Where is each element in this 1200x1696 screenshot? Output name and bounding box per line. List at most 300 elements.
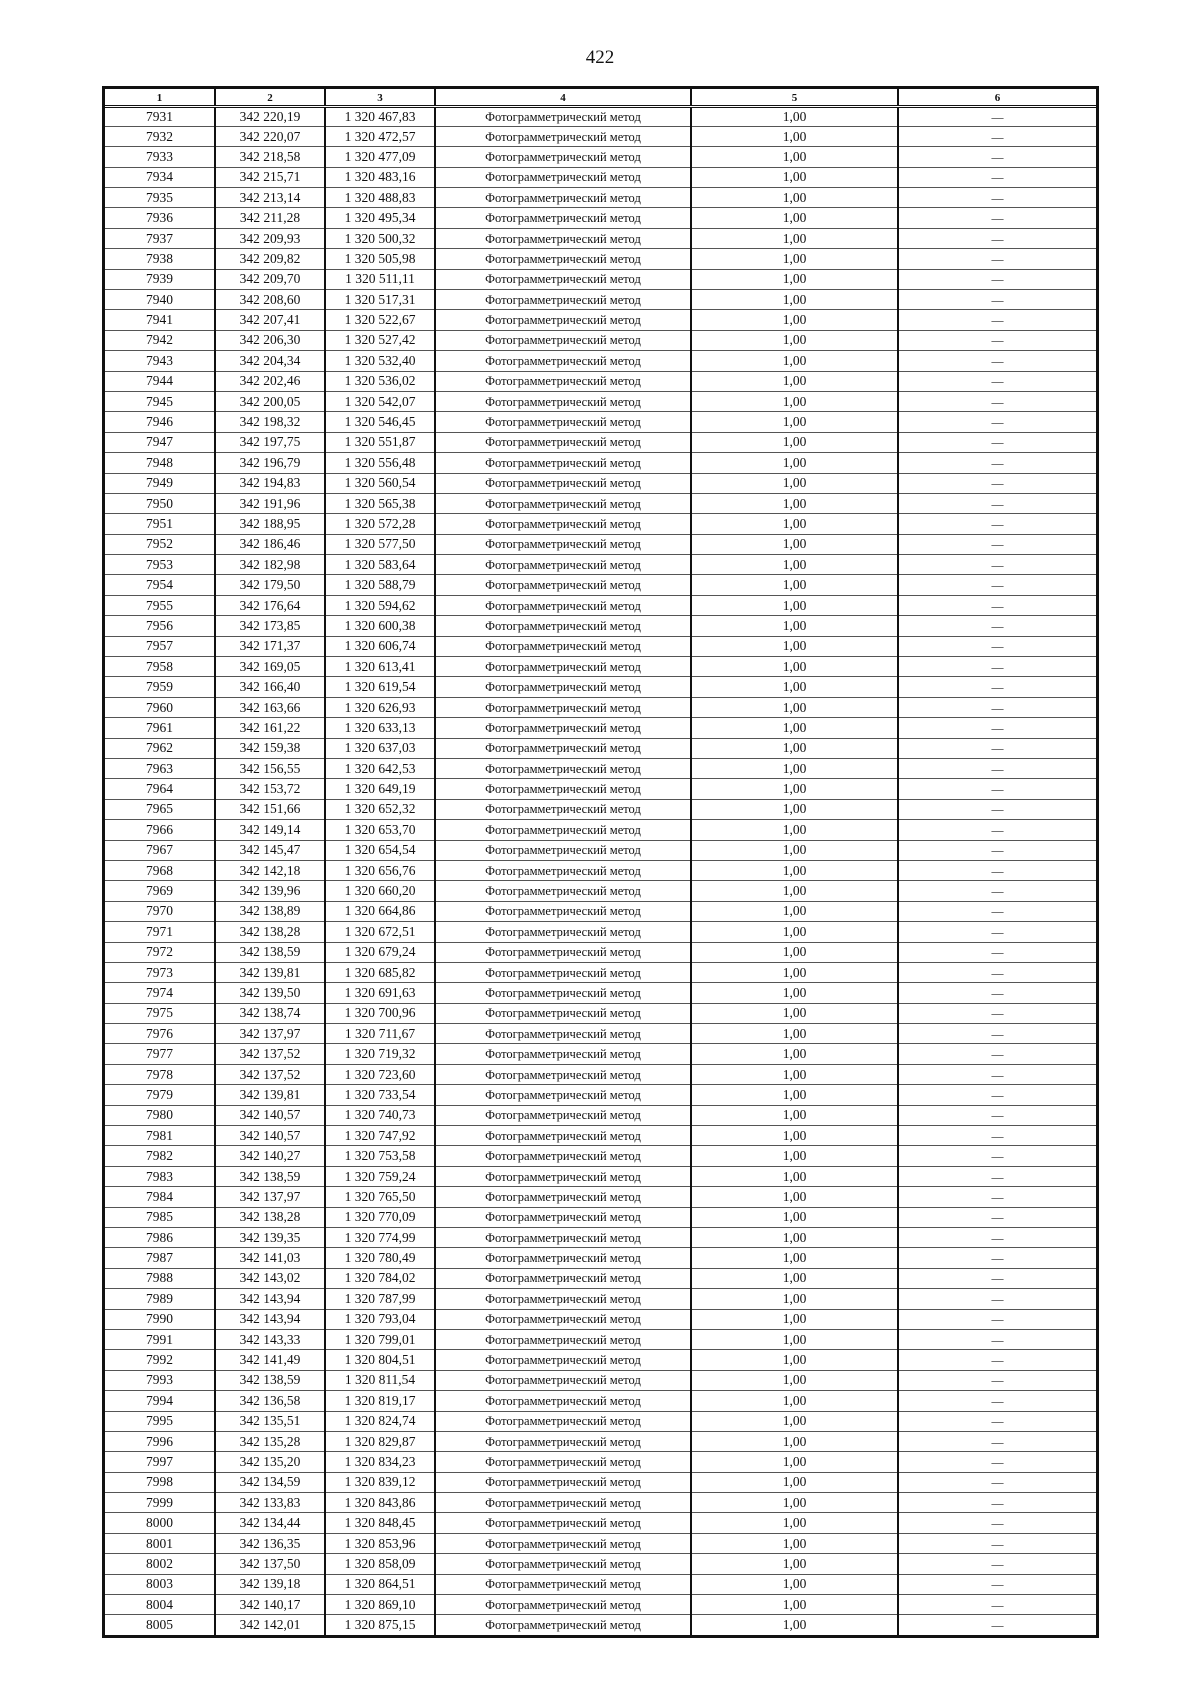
point-number-cell: 7993: [105, 1370, 215, 1390]
point-number-cell: 7995: [105, 1411, 215, 1431]
x-coordinate-cell: 342 134,44: [215, 1513, 325, 1533]
note-cell: —: [898, 1105, 1096, 1125]
y-coordinate-cell: 1 320 467,83: [325, 106, 435, 126]
method-cell: Фотограмметрический метод: [435, 901, 691, 921]
note-cell: —: [898, 1370, 1096, 1390]
table-row: [105, 1554, 1096, 1574]
accuracy-cell: 1,00: [691, 1064, 898, 1084]
column-header-6: 6: [898, 89, 1096, 106]
x-coordinate-cell: 342 139,50: [215, 983, 325, 1003]
method-cell: Фотограмметрический метод: [435, 636, 691, 656]
accuracy-cell: 1,00: [691, 616, 898, 636]
accuracy-cell: 1,00: [691, 799, 898, 819]
table-row: [105, 453, 1096, 473]
point-number-cell: 7958: [105, 657, 215, 677]
accuracy-cell: 1,00: [691, 228, 898, 248]
note-cell: —: [898, 657, 1096, 677]
note-cell: —: [898, 759, 1096, 779]
note-cell: —: [898, 1268, 1096, 1288]
accuracy-cell: 1,00: [691, 330, 898, 350]
point-number-cell: 7969: [105, 881, 215, 901]
y-coordinate-cell: 1 320 848,45: [325, 1513, 435, 1533]
point-number-cell: 7942: [105, 330, 215, 350]
note-cell: —: [898, 697, 1096, 717]
accuracy-cell: 1,00: [691, 779, 898, 799]
point-number-cell: 7938: [105, 249, 215, 269]
table-row: [105, 412, 1096, 432]
method-cell: Фотограмметрический метод: [435, 1146, 691, 1166]
note-cell: —: [898, 330, 1096, 350]
table-row: [105, 1309, 1096, 1329]
accuracy-cell: 1,00: [691, 432, 898, 452]
point-number-cell: 7966: [105, 820, 215, 840]
point-number-cell: 7955: [105, 595, 215, 615]
y-coordinate-cell: 1 320 565,38: [325, 493, 435, 513]
table-row: [105, 595, 1096, 615]
table-row: [105, 249, 1096, 269]
note-cell: —: [898, 412, 1096, 432]
table-row: [105, 1207, 1096, 1227]
note-cell: —: [898, 310, 1096, 330]
note-cell: —: [898, 1085, 1096, 1105]
accuracy-cell: 1,00: [691, 1044, 898, 1064]
point-number-cell: 7949: [105, 473, 215, 493]
x-coordinate-cell: 342 218,58: [215, 147, 325, 167]
table-row: [105, 1431, 1096, 1451]
point-number-cell: 7950: [105, 493, 215, 513]
note-cell: —: [898, 922, 1096, 942]
x-coordinate-cell: 342 141,03: [215, 1248, 325, 1268]
y-coordinate-cell: 1 320 660,20: [325, 881, 435, 901]
y-coordinate-cell: 1 320 653,70: [325, 820, 435, 840]
method-cell: Фотограмметрический метод: [435, 1187, 691, 1207]
x-coordinate-cell: 342 136,35: [215, 1533, 325, 1553]
y-coordinate-cell: 1 320 793,04: [325, 1309, 435, 1329]
method-cell: Фотограмметрический метод: [435, 1472, 691, 1492]
point-number-cell: 7939: [105, 269, 215, 289]
method-cell: Фотограмметрический метод: [435, 1574, 691, 1594]
note-cell: —: [898, 901, 1096, 921]
x-coordinate-cell: 342 142,01: [215, 1615, 325, 1635]
y-coordinate-cell: 1 320 839,12: [325, 1472, 435, 1492]
table-row: [105, 1595, 1096, 1615]
table-row: [105, 1126, 1096, 1146]
point-number-cell: 8004: [105, 1595, 215, 1615]
x-coordinate-cell: 342 137,52: [215, 1044, 325, 1064]
point-number-cell: 7961: [105, 718, 215, 738]
table-row: [105, 575, 1096, 595]
method-cell: Фотограмметрический метод: [435, 697, 691, 717]
accuracy-cell: 1,00: [691, 1268, 898, 1288]
accuracy-cell: 1,00: [691, 1574, 898, 1594]
table-row: [105, 1574, 1096, 1594]
method-cell: Фотограмметрический метод: [435, 208, 691, 228]
coordinates-table: [105, 89, 1096, 1635]
point-number-cell: 7999: [105, 1493, 215, 1513]
point-number-cell: 7962: [105, 738, 215, 758]
accuracy-cell: 1,00: [691, 738, 898, 758]
accuracy-cell: 1,00: [691, 391, 898, 411]
accuracy-cell: 1,00: [691, 636, 898, 656]
accuracy-cell: 1,00: [691, 1248, 898, 1268]
page-number: 422: [585, 47, 615, 68]
note-cell: —: [898, 1024, 1096, 1044]
point-number-cell: 7957: [105, 636, 215, 656]
x-coordinate-cell: 342 140,57: [215, 1126, 325, 1146]
x-coordinate-cell: 342 140,27: [215, 1146, 325, 1166]
table-row: [105, 759, 1096, 779]
y-coordinate-cell: 1 320 774,99: [325, 1227, 435, 1247]
point-number-cell: 7977: [105, 1044, 215, 1064]
y-coordinate-cell: 1 320 505,98: [325, 249, 435, 269]
note-cell: —: [898, 738, 1096, 758]
y-coordinate-cell: 1 320 784,02: [325, 1268, 435, 1288]
point-number-cell: 7965: [105, 799, 215, 819]
accuracy-cell: 1,00: [691, 1166, 898, 1186]
method-cell: Фотограмметрический метод: [435, 1309, 691, 1329]
x-coordinate-cell: 342 143,02: [215, 1268, 325, 1288]
y-coordinate-cell: 1 320 606,74: [325, 636, 435, 656]
method-cell: Фотограмметрический метод: [435, 126, 691, 146]
note-cell: —: [898, 167, 1096, 187]
table-row: [105, 1003, 1096, 1023]
note-cell: —: [898, 1187, 1096, 1207]
note-cell: —: [898, 962, 1096, 982]
y-coordinate-cell: 1 320 875,15: [325, 1615, 435, 1635]
table-row: [105, 1024, 1096, 1044]
method-cell: Фотограмметрический метод: [435, 412, 691, 432]
table-row: [105, 677, 1096, 697]
y-coordinate-cell: 1 320 685,82: [325, 962, 435, 982]
table-row: [105, 738, 1096, 758]
x-coordinate-cell: 342 188,95: [215, 514, 325, 534]
accuracy-cell: 1,00: [691, 1513, 898, 1533]
method-cell: Фотограмметрический метод: [435, 167, 691, 187]
method-cell: Фотограмметрический метод: [435, 1207, 691, 1227]
point-number-cell: 7975: [105, 1003, 215, 1023]
table-row: [105, 1329, 1096, 1349]
table-row: [105, 881, 1096, 901]
point-number-cell: 7974: [105, 983, 215, 1003]
y-coordinate-cell: 1 320 511,11: [325, 269, 435, 289]
y-coordinate-cell: 1 320 719,32: [325, 1044, 435, 1064]
note-cell: —: [898, 860, 1096, 880]
point-number-cell: 7972: [105, 942, 215, 962]
note-cell: —: [898, 371, 1096, 391]
y-coordinate-cell: 1 320 858,09: [325, 1554, 435, 1574]
accuracy-cell: 1,00: [691, 657, 898, 677]
method-cell: Фотограмметрический метод: [435, 391, 691, 411]
y-coordinate-cell: 1 320 864,51: [325, 1574, 435, 1594]
y-coordinate-cell: 1 320 532,40: [325, 351, 435, 371]
point-number-cell: 7979: [105, 1085, 215, 1105]
y-coordinate-cell: 1 320 600,38: [325, 616, 435, 636]
x-coordinate-cell: 342 194,83: [215, 473, 325, 493]
y-coordinate-cell: 1 320 560,54: [325, 473, 435, 493]
header-row: [105, 89, 1096, 106]
point-number-cell: 7944: [105, 371, 215, 391]
y-coordinate-cell: 1 320 472,57: [325, 126, 435, 146]
method-cell: Фотограмметрический метод: [435, 514, 691, 534]
point-number-cell: 7956: [105, 616, 215, 636]
note-cell: —: [898, 126, 1096, 146]
method-cell: Фотограмметрический метод: [435, 595, 691, 615]
y-coordinate-cell: 1 320 495,34: [325, 208, 435, 228]
accuracy-cell: 1,00: [691, 697, 898, 717]
column-header-5: 5: [691, 89, 898, 106]
y-coordinate-cell: 1 320 853,96: [325, 1533, 435, 1553]
point-number-cell: 7932: [105, 126, 215, 146]
table-row: [105, 779, 1096, 799]
x-coordinate-cell: 342 145,47: [215, 840, 325, 860]
y-coordinate-cell: 1 320 500,32: [325, 228, 435, 248]
x-coordinate-cell: 342 137,52: [215, 1064, 325, 1084]
table-row: [105, 1105, 1096, 1125]
x-coordinate-cell: 342 186,46: [215, 534, 325, 554]
x-coordinate-cell: 342 220,19: [215, 106, 325, 126]
point-number-cell: 7951: [105, 514, 215, 534]
y-coordinate-cell: 1 320 829,87: [325, 1431, 435, 1451]
y-coordinate-cell: 1 320 527,42: [325, 330, 435, 350]
y-coordinate-cell: 1 320 594,62: [325, 595, 435, 615]
table-row: [105, 1513, 1096, 1533]
method-cell: Фотограмметрический метод: [435, 106, 691, 126]
accuracy-cell: 1,00: [691, 1370, 898, 1390]
accuracy-cell: 1,00: [691, 718, 898, 738]
note-cell: —: [898, 1227, 1096, 1247]
x-coordinate-cell: 342 139,18: [215, 1574, 325, 1594]
x-coordinate-cell: 342 138,89: [215, 901, 325, 921]
method-cell: Фотограмметрический метод: [435, 473, 691, 493]
table-row: [105, 1289, 1096, 1309]
method-cell: Фотограмметрический метод: [435, 983, 691, 1003]
x-coordinate-cell: 342 202,46: [215, 371, 325, 391]
note-cell: —: [898, 1126, 1096, 1146]
point-number-cell: 7982: [105, 1146, 215, 1166]
point-number-cell: 7980: [105, 1105, 215, 1125]
point-number-cell: 7989: [105, 1289, 215, 1309]
note-cell: —: [898, 779, 1096, 799]
note-cell: —: [898, 575, 1096, 595]
method-cell: Фотограмметрический метод: [435, 1615, 691, 1635]
y-coordinate-cell: 1 320 819,17: [325, 1391, 435, 1411]
column-header-2: 2: [215, 89, 325, 106]
x-coordinate-cell: 342 209,93: [215, 228, 325, 248]
note-cell: —: [898, 1329, 1096, 1349]
x-coordinate-cell: 342 138,28: [215, 922, 325, 942]
x-coordinate-cell: 342 139,96: [215, 881, 325, 901]
y-coordinate-cell: 1 320 804,51: [325, 1350, 435, 1370]
table-row: [105, 1146, 1096, 1166]
accuracy-cell: 1,00: [691, 351, 898, 371]
table-row: [105, 922, 1096, 942]
x-coordinate-cell: 342 135,51: [215, 1411, 325, 1431]
note-cell: —: [898, 514, 1096, 534]
x-coordinate-cell: 342 135,28: [215, 1431, 325, 1451]
method-cell: Фотограмметрический метод: [435, 922, 691, 942]
method-cell: Фотограмметрический метод: [435, 555, 691, 575]
point-number-cell: 7970: [105, 901, 215, 921]
note-cell: —: [898, 1472, 1096, 1492]
method-cell: Фотограмметрический метод: [435, 310, 691, 330]
coordinates-table-container: [102, 86, 1099, 1638]
x-coordinate-cell: 342 179,50: [215, 575, 325, 595]
method-cell: Фотограмметрический метод: [435, 738, 691, 758]
point-number-cell: 7984: [105, 1187, 215, 1207]
y-coordinate-cell: 1 320 642,53: [325, 759, 435, 779]
method-cell: Фотограмметрический метод: [435, 493, 691, 513]
note-cell: —: [898, 1615, 1096, 1635]
method-cell: Фотограмметрический метод: [435, 1003, 691, 1023]
x-coordinate-cell: 342 139,35: [215, 1227, 325, 1247]
y-coordinate-cell: 1 320 542,07: [325, 391, 435, 411]
y-coordinate-cell: 1 320 770,09: [325, 1207, 435, 1227]
note-cell: —: [898, 1248, 1096, 1268]
x-coordinate-cell: 342 169,05: [215, 657, 325, 677]
y-coordinate-cell: 1 320 613,41: [325, 657, 435, 677]
table-row: [105, 820, 1096, 840]
x-coordinate-cell: 342 138,59: [215, 942, 325, 962]
method-cell: Фотограмметрический метод: [435, 290, 691, 310]
method-cell: Фотограмметрический метод: [435, 249, 691, 269]
table-row: [105, 167, 1096, 187]
x-coordinate-cell: 342 215,71: [215, 167, 325, 187]
point-number-cell: 7973: [105, 962, 215, 982]
note-cell: —: [898, 493, 1096, 513]
method-cell: Фотограмметрический метод: [435, 1126, 691, 1146]
point-number-cell: 8002: [105, 1554, 215, 1574]
method-cell: Фотограмметрический метод: [435, 371, 691, 391]
table-row: [105, 942, 1096, 962]
note-cell: —: [898, 1350, 1096, 1370]
method-cell: Фотограмметрический метод: [435, 1370, 691, 1390]
note-cell: —: [898, 228, 1096, 248]
point-number-cell: 7988: [105, 1268, 215, 1288]
method-cell: Фотограмметрический метод: [435, 1268, 691, 1288]
column-header-3: 3: [325, 89, 435, 106]
x-coordinate-cell: 342 140,17: [215, 1595, 325, 1615]
note-cell: —: [898, 1533, 1096, 1553]
y-coordinate-cell: 1 320 747,92: [325, 1126, 435, 1146]
point-number-cell: 7960: [105, 697, 215, 717]
x-coordinate-cell: 342 204,34: [215, 351, 325, 371]
accuracy-cell: 1,00: [691, 412, 898, 432]
point-number-cell: 7934: [105, 167, 215, 187]
point-number-cell: 7967: [105, 840, 215, 860]
method-cell: Фотограмметрический метод: [435, 432, 691, 452]
method-cell: Фотограмметрический метод: [435, 575, 691, 595]
x-coordinate-cell: 342 143,33: [215, 1329, 325, 1349]
table-row: [105, 1248, 1096, 1268]
x-coordinate-cell: 342 140,57: [215, 1105, 325, 1125]
method-cell: Фотограмметрический метод: [435, 1248, 691, 1268]
accuracy-cell: 1,00: [691, 1493, 898, 1513]
accuracy-cell: 1,00: [691, 1289, 898, 1309]
method-cell: Фотограмметрический метод: [435, 1044, 691, 1064]
accuracy-cell: 1,00: [691, 1533, 898, 1553]
note-cell: —: [898, 1411, 1096, 1431]
table-row: [105, 1064, 1096, 1084]
table-row: [105, 147, 1096, 167]
x-coordinate-cell: 342 137,97: [215, 1187, 325, 1207]
point-number-cell: 8005: [105, 1615, 215, 1635]
accuracy-cell: 1,00: [691, 1227, 898, 1247]
accuracy-cell: 1,00: [691, 962, 898, 982]
note-cell: —: [898, 1391, 1096, 1411]
note-cell: —: [898, 1595, 1096, 1615]
method-cell: Фотограмметрический метод: [435, 1391, 691, 1411]
x-coordinate-cell: 342 153,72: [215, 779, 325, 799]
method-cell: Фотограмметрический метод: [435, 330, 691, 350]
y-coordinate-cell: 1 320 759,24: [325, 1166, 435, 1186]
point-number-cell: 7959: [105, 677, 215, 697]
table-row: [105, 962, 1096, 982]
x-coordinate-cell: 342 137,50: [215, 1554, 325, 1574]
method-cell: Фотограмметрический метод: [435, 962, 691, 982]
y-coordinate-cell: 1 320 753,58: [325, 1146, 435, 1166]
table-row: [105, 1370, 1096, 1390]
accuracy-cell: 1,00: [691, 1431, 898, 1451]
accuracy-cell: 1,00: [691, 840, 898, 860]
point-number-cell: 8003: [105, 1574, 215, 1594]
table-row: [105, 432, 1096, 452]
point-number-cell: 7948: [105, 453, 215, 473]
accuracy-cell: 1,00: [691, 555, 898, 575]
x-coordinate-cell: 342 220,07: [215, 126, 325, 146]
point-number-cell: 7933: [105, 147, 215, 167]
table-row: [105, 901, 1096, 921]
point-number-cell: 7978: [105, 1064, 215, 1084]
accuracy-cell: 1,00: [691, 473, 898, 493]
accuracy-cell: 1,00: [691, 1350, 898, 1370]
note-cell: —: [898, 1431, 1096, 1451]
x-coordinate-cell: 342 142,18: [215, 860, 325, 880]
x-coordinate-cell: 342 138,74: [215, 1003, 325, 1023]
method-cell: Фотограмметрический метод: [435, 881, 691, 901]
x-coordinate-cell: 342 138,59: [215, 1370, 325, 1390]
table-row: [105, 555, 1096, 575]
x-coordinate-cell: 342 138,28: [215, 1207, 325, 1227]
x-coordinate-cell: 342 159,38: [215, 738, 325, 758]
x-coordinate-cell: 342 166,40: [215, 677, 325, 697]
accuracy-cell: 1,00: [691, 1472, 898, 1492]
accuracy-cell: 1,00: [691, 1105, 898, 1125]
x-coordinate-cell: 342 141,49: [215, 1350, 325, 1370]
note-cell: —: [898, 1574, 1096, 1594]
table-row: [105, 1452, 1096, 1472]
note-cell: —: [898, 473, 1096, 493]
point-number-cell: 7945: [105, 391, 215, 411]
note-cell: —: [898, 432, 1096, 452]
point-number-cell: 7941: [105, 310, 215, 330]
note-cell: —: [898, 391, 1096, 411]
y-coordinate-cell: 1 320 691,63: [325, 983, 435, 1003]
point-number-cell: 7994: [105, 1391, 215, 1411]
method-cell: Фотограмметрический метод: [435, 799, 691, 819]
y-coordinate-cell: 1 320 483,16: [325, 167, 435, 187]
point-number-cell: 7931: [146, 108, 173, 124]
table-row: [105, 473, 1096, 493]
accuracy-cell: 1,00: [691, 983, 898, 1003]
method-cell: Фотограмметрический метод: [435, 453, 691, 473]
y-coordinate-cell: 1 320 787,99: [325, 1289, 435, 1309]
note-cell: —: [898, 269, 1096, 289]
accuracy-cell: 1,00: [691, 147, 898, 167]
method-cell: Фотограмметрический метод: [435, 657, 691, 677]
accuracy-cell: 1,00: [691, 249, 898, 269]
table-row: [105, 493, 1096, 513]
y-coordinate-cell: 1 320 637,03: [325, 738, 435, 758]
